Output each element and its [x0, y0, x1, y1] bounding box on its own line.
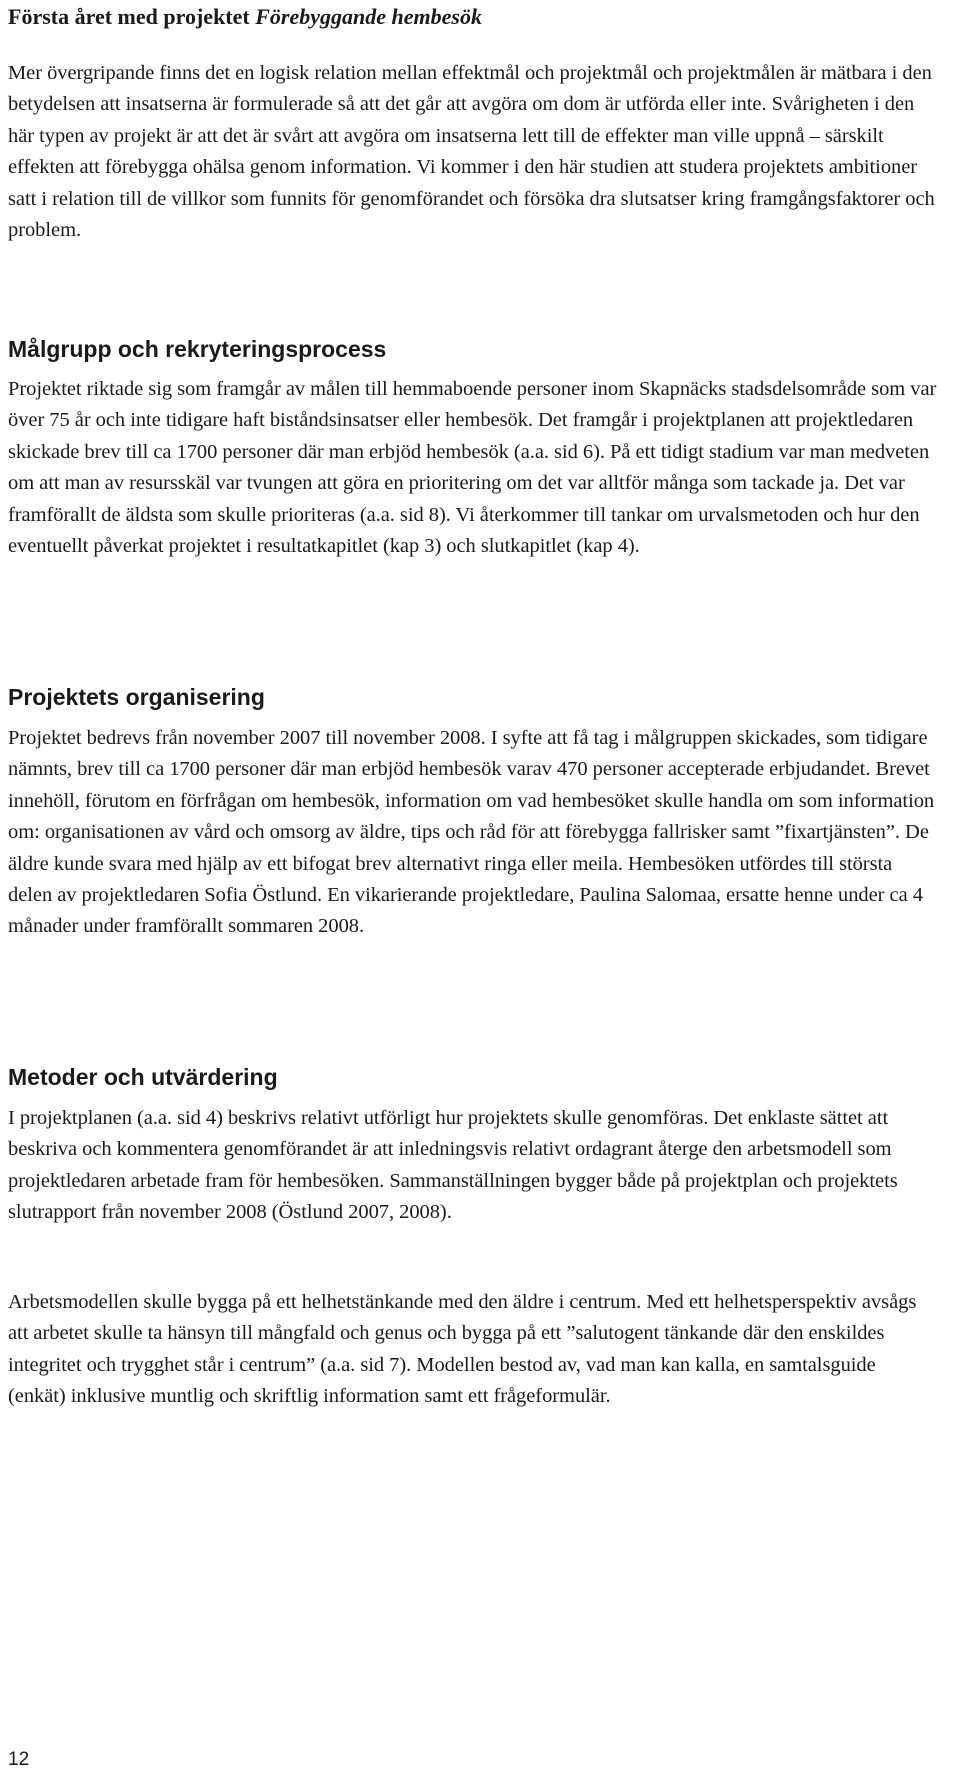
- section-paragraph-metoder-2: Arbetsmodellen skulle bygga på ett helhetstänkande med den äldre i centrum. Med ett helhetsperspektiv avsågs att arbetet skulle ta hänsyn till mångfald och genus och bygga på ett ”salutogent tänkande där den enskildes integritet och trygghet står i centrum” (a.a. sid 7). Modellen bestod av, vad man kan kalla, en samtalsguide (enkät) inklusive muntlig och skriftlig information samt ett frågeformulär.: [8, 1291, 917, 1408]
- chapter-heading-prefix: Första året med projektet: [8, 4, 256, 29]
- section-heading-organisering: Projektets organisering: [8, 684, 265, 710]
- section-heading-malgrupp: Målgrupp och rekryteringsprocess: [8, 336, 387, 362]
- chapter-heading-project-name: Förebyggande hembesök: [255, 4, 482, 29]
- page-number: 12: [8, 1749, 30, 1770]
- intro-paragraph: Mer övergripande finns det en logisk relation mellan effektmål och projektmål och projektmålen är mätbara i den betydelsen att insatserna är formulerade så att det går att avgöra om dom är utförda eller inte. Svårigheten i den här typen av projekt är att det är svårt att avgöra om insatserna lett till de effekter man ville uppnå – särskilt effekten att förebygga ohälsa genom information. Vi kommer i den här studien att studera projektets ambitioner satt i relation till de villkor som funnits för genomförandet och försöka dra slutsatser kring framgångsfaktorer och problem.: [8, 62, 935, 242]
- section-paragraph-malgrupp: Projektet riktade sig som framgår av målen till hemmaboende personer inom Skapnäcks stadsdelsområde som var över 75 år och inte tidigare haft biståndsinsatser eller hembesök. Det framgår i projektplanen att projektledaren skickade brev till ca 1700 personer där man erbjöd hembesök (a.a. sid 6). På ett tidigt stadium var man medveten om att man av resursskäl var tvungen att göra en prioritering om det var alltför många som tackade ja. Det var framförallt de äldsta som skulle prioriteras (a.a. sid 8). Vi återkommer till tankar om urvalsmetoden och hur den eventuellt påverkat projektet i resultatkapitlet (kap 3) och slutkapitlet (kap 4).: [8, 378, 937, 558]
- chapter-heading: [8, 2, 482, 32]
- section-paragraph-metoder-1: I projektplanen (a.a. sid 4) beskrivs relativt utförligt hur projektets skulle genomföras. Det enklaste sättet att beskriva och kommentera genomförandet är att inledningsvis relativt ordagrant återge den arbetsmodell som projektledaren arbetade fram för hembesöken. Sammanställningen bygger både på projektplan och projektets slutrapport från november 2008 (Östlund 2007, 2008).: [8, 1107, 898, 1224]
- section-heading-metoder: Metoder och utvärdering: [8, 1064, 278, 1090]
- section-paragraph-organisering: Projektet bedrevs från november 2007 till november 2008. I syfte att få tag i målgruppen skickades, som tidigare nämnts, brev till ca 1700 personer där man erbjöd hembesök varav 470 personer accepterade erbjudandet. Brevet innehöll, förutom en förfrågan om hembesök, information om vad hembesöket skulle handla om som information om: organisationen av vård och omsorg av äldre, tips och råd för att förebygga fallrisker samt ”fixartjänsten”. De äldre kunde svara med hjälp av ett bifogat brev alternativt ringa eller meila. Hembesöken utfördes till största delen av projektledaren Sofia Östlund. En vikarierande projektledare, Paulina Salomaa, ersatte henne under ca 4 månader under framförallt sommaren 2008.: [8, 727, 935, 938]
